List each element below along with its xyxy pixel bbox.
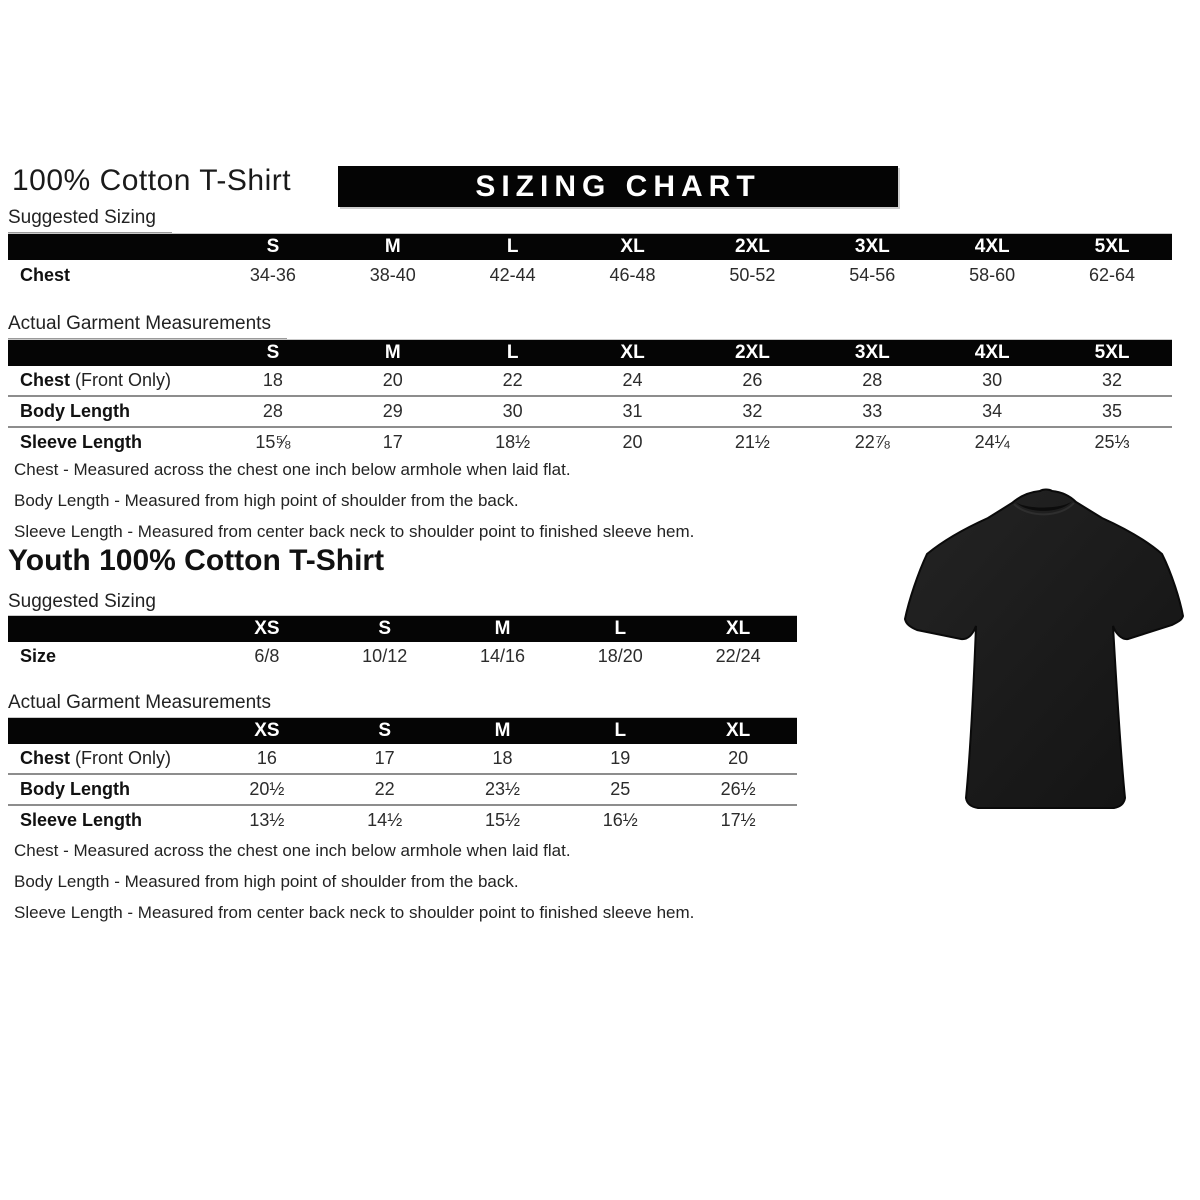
cell-value: 17	[382, 432, 403, 452]
youth-suggested-sizing-label: Suggested Sizing	[8, 591, 172, 618]
page-title: 100% Cotton T-Shirt	[12, 164, 292, 197]
measurement-note: Body Length - Measured from high point of shoulder from the back.	[14, 491, 519, 510]
cell-value: 38-40	[369, 265, 416, 285]
cell-value: 22	[502, 370, 523, 390]
cell-value: 35	[1102, 401, 1123, 421]
table-row	[8, 773, 797, 804]
cell-value: 15½	[484, 810, 521, 830]
youth-suggested-sizing-table	[8, 615, 797, 671]
row-label: Chest (Front Only)	[20, 748, 172, 768]
measurement-note: Chest - Measured across the chest one inch below armhole when laid flat.	[14, 460, 571, 479]
cell-value: 18	[262, 370, 283, 390]
cell-value: 14½	[367, 810, 403, 830]
cell-value: 32	[742, 401, 763, 421]
column-header: XL	[620, 342, 645, 363]
adult-actual-measurements-label: Actual Garment Measurements	[8, 313, 287, 340]
column-header: M	[384, 236, 401, 257]
column-header: XL	[725, 618, 751, 639]
column-header: 3XL	[854, 342, 890, 363]
table-row	[8, 642, 797, 671]
column-header: S	[378, 618, 392, 639]
cell-value: 28	[862, 370, 883, 390]
cell-value: 17½	[720, 810, 756, 830]
column-header: S	[266, 236, 280, 257]
cell-value: 25	[610, 779, 631, 799]
cell-value: 20	[728, 748, 749, 768]
cell-value: 30	[502, 401, 523, 421]
cell-value: 58-60	[969, 265, 1016, 285]
sizing-chart-banner: SIZING CHART	[338, 166, 898, 207]
cell-value: 29	[382, 401, 403, 421]
cell-value: 22	[374, 779, 395, 799]
measurement-note: Body Length - Measured from high point of shoulder from the back.	[14, 872, 519, 891]
cell-value: 28	[262, 401, 283, 421]
cell-value: 10/12	[362, 646, 408, 666]
table-row	[8, 260, 1172, 291]
cell-value: 13½	[249, 810, 285, 830]
column-header: S	[378, 720, 392, 741]
cell-value: 26½	[720, 779, 756, 799]
cell-value: 25⅓	[1094, 432, 1130, 452]
table-row	[8, 366, 1172, 395]
column-header: M	[494, 720, 511, 741]
cell-value: 16	[256, 748, 277, 768]
table-row	[8, 744, 797, 773]
adult-suggested-sizing-table	[8, 233, 1172, 291]
cell-value: 20½	[249, 779, 285, 799]
row-label: Chest	[20, 265, 71, 285]
column-header: L	[506, 236, 519, 257]
cell-value: 6/8	[254, 646, 280, 666]
cell-value: 14/16	[479, 646, 526, 666]
table-header-row	[8, 718, 797, 744]
row-label: Size	[20, 646, 57, 666]
column-header: XL	[620, 236, 645, 257]
cell-value: 30	[982, 370, 1003, 390]
cell-value: 50-52	[729, 265, 776, 285]
column-header: 5XL	[1094, 342, 1130, 363]
adult-measurement-notes	[14, 459, 794, 552]
column-header: M	[494, 618, 511, 639]
table-row	[8, 426, 1172, 457]
cell-value: 16½	[602, 810, 638, 830]
cell-value: 20	[382, 370, 403, 390]
cell-value: 26	[742, 370, 763, 390]
table-header-row	[8, 616, 797, 642]
cell-value: 20	[622, 432, 643, 452]
cell-value: 24¼	[974, 432, 1010, 452]
column-header: XS	[254, 618, 280, 639]
cell-value: 54-56	[849, 265, 896, 285]
column-header: L	[614, 720, 627, 741]
cell-value: 18	[492, 748, 513, 768]
cell-value: 18/20	[597, 646, 643, 666]
cell-value: 34	[982, 401, 1003, 421]
adult-suggested-sizing-label: Suggested Sizing	[8, 207, 172, 234]
column-header: 4XL	[974, 236, 1010, 257]
adult-actual-measurements-table	[8, 339, 1172, 457]
column-header: L	[614, 618, 627, 639]
cell-value: 22⅞	[854, 432, 890, 452]
youth-actual-measurements-table	[8, 717, 797, 835]
row-label: Sleeve Length	[20, 810, 143, 830]
row-label: Body Length	[20, 401, 130, 421]
cell-value: 18½	[495, 432, 531, 452]
cell-value: 62-64	[1089, 265, 1136, 285]
cell-value: 19	[610, 748, 631, 768]
column-header: XL	[725, 720, 751, 741]
column-header: 2XL	[735, 236, 770, 257]
table-header-row	[8, 234, 1172, 260]
cell-value: 46-48	[609, 265, 656, 285]
column-header: S	[266, 342, 280, 363]
column-header: 4XL	[974, 342, 1010, 363]
cell-value: 23½	[484, 779, 521, 799]
youth-page-title: Youth 100% Cotton T-Shirt	[8, 544, 385, 577]
cell-value: 17	[374, 748, 395, 768]
column-header: M	[384, 342, 401, 363]
cell-value: 34-36	[249, 265, 296, 285]
table-header-row	[8, 340, 1172, 366]
measurement-note: Sleeve Length - Measured from center back neck to shoulder point to finished sleeve hem.	[14, 522, 695, 541]
measurement-note: Chest - Measured across the chest one inch below armhole when laid flat.	[14, 841, 571, 860]
tshirt-photo	[893, 478, 1195, 818]
column-header: XS	[254, 720, 280, 741]
cell-value: 42-44	[489, 265, 536, 285]
cell-value: 24	[622, 370, 643, 390]
cell-value: 32	[1102, 370, 1123, 390]
measurement-note: Sleeve Length - Measured from center back neck to shoulder point to finished sleeve hem.	[14, 903, 695, 922]
tshirt-body-shape	[905, 490, 1183, 809]
table-row	[8, 804, 797, 835]
cell-value: 22/24	[715, 646, 761, 666]
row-label: Body Length	[20, 779, 130, 799]
cell-value: 33	[862, 401, 883, 421]
table-row	[8, 395, 1172, 426]
cell-value: 15⅝	[255, 432, 291, 452]
column-header: 2XL	[735, 342, 770, 363]
cell-value: 31	[622, 401, 643, 421]
cell-value: 21½	[734, 432, 770, 452]
column-header: L	[506, 342, 519, 363]
row-label: Sleeve Length	[20, 432, 143, 452]
column-header: 5XL	[1094, 236, 1130, 257]
youth-actual-measurements-label: Actual Garment Measurements	[8, 692, 287, 719]
youth-measurement-notes	[14, 840, 794, 933]
row-label: Chest (Front Only)	[20, 370, 172, 390]
column-header: 3XL	[854, 236, 890, 257]
